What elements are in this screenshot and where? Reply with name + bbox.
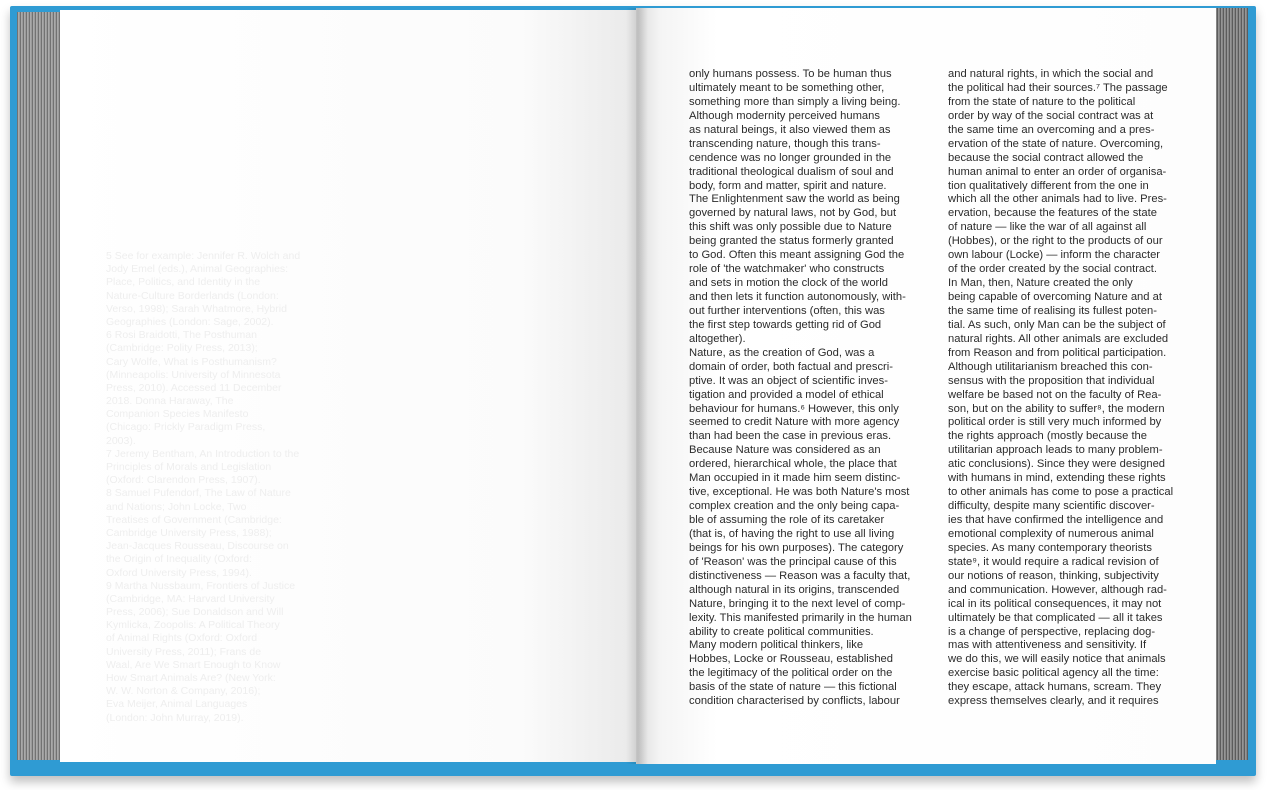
text-line: ervation of the state of nature. Overcoming, (948, 137, 1164, 150)
footnote-line: 8 Samuel Pufendorf, The Law of Nature (106, 487, 291, 500)
text-line: species. As many contemporary theorists (948, 541, 1152, 554)
footnote-line: Jody Emel (eds.), Animal Geographies: (106, 263, 289, 276)
text-line: exercise basic political agency all the time: (948, 667, 1159, 680)
text-line: although natural in its origins, transcended (689, 583, 900, 596)
footnote-line: (Minneapolis: University of Minnesota (106, 368, 281, 381)
footnote-line: Nature-Culture Borderlands (London: (106, 289, 279, 302)
text-line: seemed to credit Nature with more agency (689, 416, 900, 429)
text-line: of 'Reason' was the principal cause of this (689, 555, 897, 568)
footnote-line: Kymlicka, Zoopolis: A Political Theory (106, 619, 280, 632)
text-line: domain of order, both factual and prescri- (689, 360, 893, 373)
footnote-line: of Animal Rights (Oxford: Oxford (106, 632, 258, 645)
text-line: lexity. This manifested primarily in the human (689, 611, 912, 624)
text-line: (Hobbes), or the right to the products of our (948, 235, 1163, 248)
footnote-line: Verso, 1998); Sarah Whatmore, Hybrid (106, 302, 287, 315)
page-edges-left (17, 12, 65, 760)
text-line: human animal to enter an order of organisa- (948, 165, 1167, 178)
text-line: sensus with the proposition that individual (948, 374, 1155, 387)
footnote-line: (Cambridge: Polity Press, 2013); (106, 342, 258, 355)
text-line: something more than simply a living being. (689, 95, 901, 108)
text-line: atic conclusions). Since they were designed (948, 458, 1166, 471)
footnote-line: Jean-Jacques Rousseau, Discourse on (106, 540, 289, 553)
text-line: state⁹, it would require a radical revision of (948, 555, 1159, 568)
footnote-line: Place, Politics, and Identity in the (106, 276, 261, 289)
text-line: body, form and matter, spirit and nature. (689, 179, 887, 192)
text-line: governed by natural laws, not by God, but (689, 207, 897, 220)
text-line: own labour (Locke) — inform the character (948, 249, 1161, 262)
text-line: which all the other animals had to live. Pres- (948, 193, 1167, 206)
text-line: beings for his own purposes). The category (689, 541, 904, 554)
book-gutter (626, 8, 648, 764)
text-line: Nature, as the creation of God, was a (689, 346, 875, 359)
footnote-line: 9 Martha Nussbaum, Frontiers of Justice (106, 579, 296, 592)
text-line: to God. Often this meant assigning God the (689, 249, 905, 262)
text-line: ability to create political communities. (689, 625, 874, 638)
text-line: ical in its political consequences, it may not (948, 597, 1162, 610)
text-line: Although modernity perceived humans (689, 109, 880, 122)
text-line: Because Nature was considered as an (689, 444, 881, 457)
footnote-line: 6 Rosi Braidotti, The Posthuman (106, 329, 257, 342)
text-line: is a change of perspective, replacing dog- (948, 625, 1156, 638)
footnote-line: Cambridge University Press, 1988); (106, 526, 272, 539)
text-line: difficulty, despite many scientific discover- (948, 500, 1155, 513)
text-line: order by way of the social contract was at (948, 109, 1154, 122)
text-line: ordered, hierarchical whole, the place that (689, 458, 897, 471)
text-line: (that is, of having the right to use all living (689, 527, 895, 540)
text-line: of nature — like the war of all against all (948, 221, 1147, 234)
text-line: because the social contract allowed the (948, 151, 1144, 164)
footnote-line: the Origin of Inequality (Oxford: (106, 553, 252, 566)
text-line: ultimately be that complicated — all it takes (948, 611, 1163, 624)
footnote-line: and Nations; John Locke, Two (106, 500, 247, 513)
text-line: emotional complexity of numerous animal (948, 527, 1154, 540)
text-line: this shift was only possible due to Nature (689, 221, 892, 234)
text-line: Nature, bringing it to the next level of comp- (689, 597, 906, 610)
footnote-line: (Chicago: Prickly Paradigm Press, (106, 421, 266, 434)
text-line: ultimately meant to be something other, (689, 81, 885, 94)
page-edges-right (1214, 8, 1248, 760)
text-line: tigation and provided a model of ethical (689, 388, 884, 401)
text-line: being granted the status formerly granted (689, 235, 894, 248)
text-line: basis of the state of nature — this fictional (689, 681, 897, 694)
text-line: and sets in motion the clock of the world (689, 277, 888, 290)
text-line: tial. As such, only Man can be the subject of (948, 318, 1166, 331)
text-line: as natural beings, it also viewed them as (689, 123, 891, 136)
text-line: out further interventions (often, this was (689, 304, 885, 317)
text-line: from the state of nature to the political (948, 95, 1136, 108)
text-line: of the order created by the social contract. (948, 263, 1157, 276)
footnote-line: 2018. Donna Haraway, The (106, 395, 234, 408)
text-line: natural rights. All other animals are excluded (948, 332, 1169, 345)
footnote-line: University Press, 2011); Frans de (106, 645, 262, 658)
footnote-line: (Cambridge, MA: Harvard University (106, 592, 275, 605)
text-line: the same time of realising its fullest poten- (948, 304, 1157, 317)
text-line: and natural rights, in which the social and (948, 68, 1154, 80)
text-line: ervation, because the features of the state (948, 207, 1157, 220)
text-line: distinctiveness — Reason was a faculty that, (689, 569, 911, 582)
text-line: ies that have confirmed the intelligence and (948, 514, 1164, 526)
show-through-footnotes (106, 250, 346, 725)
footnote-line: Principles of Morals and Legislation (106, 461, 272, 473)
text-line: tive, exceptional. He was both Nature's most (689, 486, 910, 499)
footnote-line: (London: John Murray, 2019). (106, 711, 244, 724)
text-line: the political had their sources.⁷ The passage (948, 81, 1168, 94)
text-line: the first step towards getting rid of God (689, 318, 882, 331)
footnote-line: W. W. Norton & Company, 2016); (106, 685, 261, 698)
footnote-line: 7 Jeremy Bentham, An Introduction to the (106, 447, 300, 460)
text-line: utilitarian approach leads to many problem- (948, 444, 1163, 457)
text-line: condition characterised by conflicts, labour (689, 695, 900, 708)
text-line: and communication. However, although rad- (948, 583, 1167, 596)
footnote-line: Companion Species Manifesto (106, 408, 249, 421)
text-line: the same time an overcoming and a pres- (948, 123, 1155, 136)
text-line: mas with attentiveness and sensitivity. If (948, 639, 1147, 652)
text-line: ble of assuming the role of its caretaker (689, 514, 885, 526)
text-column-2 (948, 68, 1188, 709)
text-line: our notions of reason, thinking, subjectivity (948, 569, 1159, 582)
text-line: with humans in mind, extending these rights (948, 472, 1166, 485)
text-line: Although utilitarianism breached this con- (948, 360, 1153, 373)
text-line: Many modern political thinkers, like (689, 639, 864, 652)
text-column-1 (689, 68, 925, 709)
footnote-line: 2003). (106, 434, 136, 447)
footnote-line: Treatises of Government (Cambridge: (106, 513, 282, 526)
text-line: Hobbes, Locke or Rousseau, established (689, 653, 893, 666)
text-line: The Enlightenment saw the world as being (689, 193, 900, 206)
text-line: traditional theological dualism of soul and (689, 165, 894, 178)
footnote-line: Waal, Are We Smart Enough to Know (106, 658, 281, 671)
text-line: the rights approach (mostly because the (948, 430, 1147, 443)
text-line: than had been the case in previous eras. (689, 430, 892, 443)
text-line: only humans possess. To be human thus (689, 68, 892, 80)
text-line: the legitimacy of the political order on the (689, 667, 893, 680)
text-line: Man occupied in it made him seem distinc- (689, 472, 901, 485)
text-line: being capable of overcoming Nature and at (948, 291, 1162, 303)
text-line: they escape, attack humans, scream. They (948, 681, 1162, 694)
footnote-line: Press, 2010). Accessed 11 December (106, 381, 282, 394)
text-line: transcending nature, though this trans- (689, 137, 881, 150)
text-line: welfare be based not on the faculty of Rea- (948, 388, 1162, 401)
text-line: son, but on the ability to suffer⁸, the modern (948, 402, 1165, 415)
text-line: we do this, we will easily notice that animals (948, 653, 1166, 666)
text-line: to other animals has come to pose a practical (948, 486, 1174, 499)
text-line: cendence was no longer grounded in the (689, 151, 892, 164)
footnote-line: Geographies (London: Sage, 2002). (106, 315, 274, 328)
footnote-line: Press, 2006); Sue Donaldson and Will (106, 606, 284, 619)
text-line: behaviour for humans.⁶ However, this only (689, 402, 899, 415)
text-line: altogether). (689, 332, 746, 345)
text-line: tion qualitatively different from the one in (948, 179, 1149, 192)
text-line: ptive. It was an object of scientific inves- (689, 374, 888, 387)
footnote-line: 5 See for example: Jennifer R. Wolch and (106, 250, 301, 262)
text-line: from Reason and from political participation. (948, 346, 1167, 359)
text-line: political order is still very much informed by (948, 416, 1162, 429)
text-line: role of 'the watchmaker' who constructs (689, 263, 885, 276)
footnote-line: Eva Meijer, Animal Languages (106, 698, 248, 711)
text-line: and then lets it function autonomously, with- (689, 291, 906, 303)
footnote-line: Cary Wolfe, What is Posthumanism? (106, 355, 277, 368)
text-line: complex creation and the only being capa- (689, 500, 900, 513)
footnote-line: Oxford University Press, 1994). (106, 566, 252, 579)
footnote-line: (Oxford: Clarendon Press, 1907). (106, 474, 261, 487)
text-line: express themselves clearly, and it requires (948, 695, 1159, 708)
footnote-line: How Smart Animals Are? (New York: (106, 672, 276, 684)
text-line: In Man, then, Nature created the only (948, 277, 1133, 290)
